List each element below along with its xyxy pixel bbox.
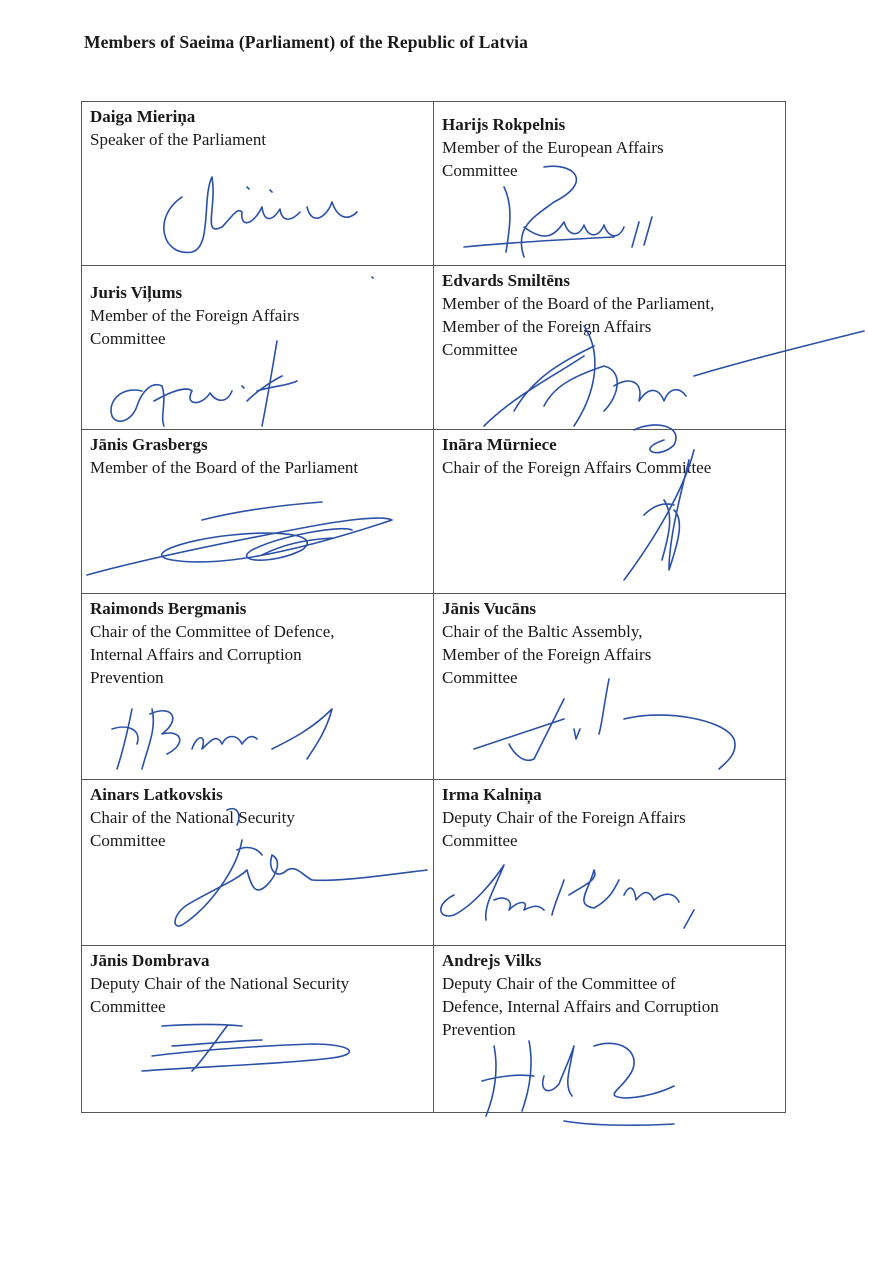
- signature-cell: [434, 102, 786, 266]
- signature-image: [474, 1026, 714, 1131]
- member-name: Harijs Rokpelnis: [442, 115, 566, 134]
- member-name: Edvards Smiltēns: [442, 271, 570, 290]
- member-name: Jānis Dombrava: [90, 951, 210, 970]
- signature-cell: [434, 266, 786, 430]
- member-role: Member of the European Affairs Committee: [442, 138, 664, 180]
- member-role: Chair of the Foreign Affairs Committee: [442, 458, 712, 477]
- member-role: Chair of the Committee of Defence, Internal Affairs and Corruption Prevention: [90, 622, 335, 687]
- member-role: Member of the Board of the Parliament: [90, 458, 359, 477]
- signature-image: [424, 850, 724, 940]
- signature-image: [132, 1016, 382, 1086]
- member-role: Chair of the Baltic Assembly, Member of the Foreign Affairs Committee: [442, 622, 652, 687]
- signature-cell: [82, 102, 434, 266]
- signature-cell: [82, 946, 434, 1113]
- member-role: Deputy Chair of the Foreign Affairs Committee: [442, 808, 686, 850]
- member-role: Chair of the National Security Committee: [90, 808, 295, 850]
- member-role: Member of the Foreign Affairs Committee: [90, 306, 300, 348]
- signature-cell: [82, 594, 434, 780]
- signature-cell: [434, 946, 786, 1113]
- member-role: Speaker of the Parliament: [90, 130, 267, 149]
- page-title: Members of Saeima (Parliament) of the Republic of Latvia: [84, 32, 528, 52]
- signature-image: [102, 689, 362, 779]
- member-name: Ināra Mūrniece: [442, 435, 557, 454]
- member-name: Juris Viļums: [90, 283, 183, 302]
- signature-image: [82, 490, 422, 590]
- signature-image: [464, 679, 764, 779]
- member-role: Deputy Chair of the National Security Committee: [90, 974, 350, 1016]
- member-name: Raimonds Bergmanis: [90, 599, 247, 618]
- member-role: Member of the Board of the Parliament, Member of the Foreign Affairs Committee: [442, 294, 715, 359]
- signature-cell: [434, 780, 786, 946]
- member-name: Andrejs Vilks: [442, 951, 542, 970]
- signature-table: [81, 101, 786, 1113]
- signature-cell: [82, 430, 434, 594]
- member-name: Jānis Grasbergs: [90, 435, 208, 454]
- signature-cell: [82, 780, 434, 946]
- member-name: Irma Kalniņa: [442, 785, 542, 804]
- signature-cell: [434, 430, 786, 594]
- signature-image: [122, 157, 382, 267]
- member-name: Ainars Latkovskis: [90, 785, 223, 804]
- member-name: Daiga Mieriņa: [90, 107, 196, 126]
- signature-cell: [434, 594, 786, 780]
- member-name: Jānis Vucāns: [442, 599, 537, 618]
- member-role: Deputy Chair of the Committee of Defence, Internal Affairs and Corruption Prevention: [442, 974, 719, 1039]
- signature-cell: [82, 266, 434, 430]
